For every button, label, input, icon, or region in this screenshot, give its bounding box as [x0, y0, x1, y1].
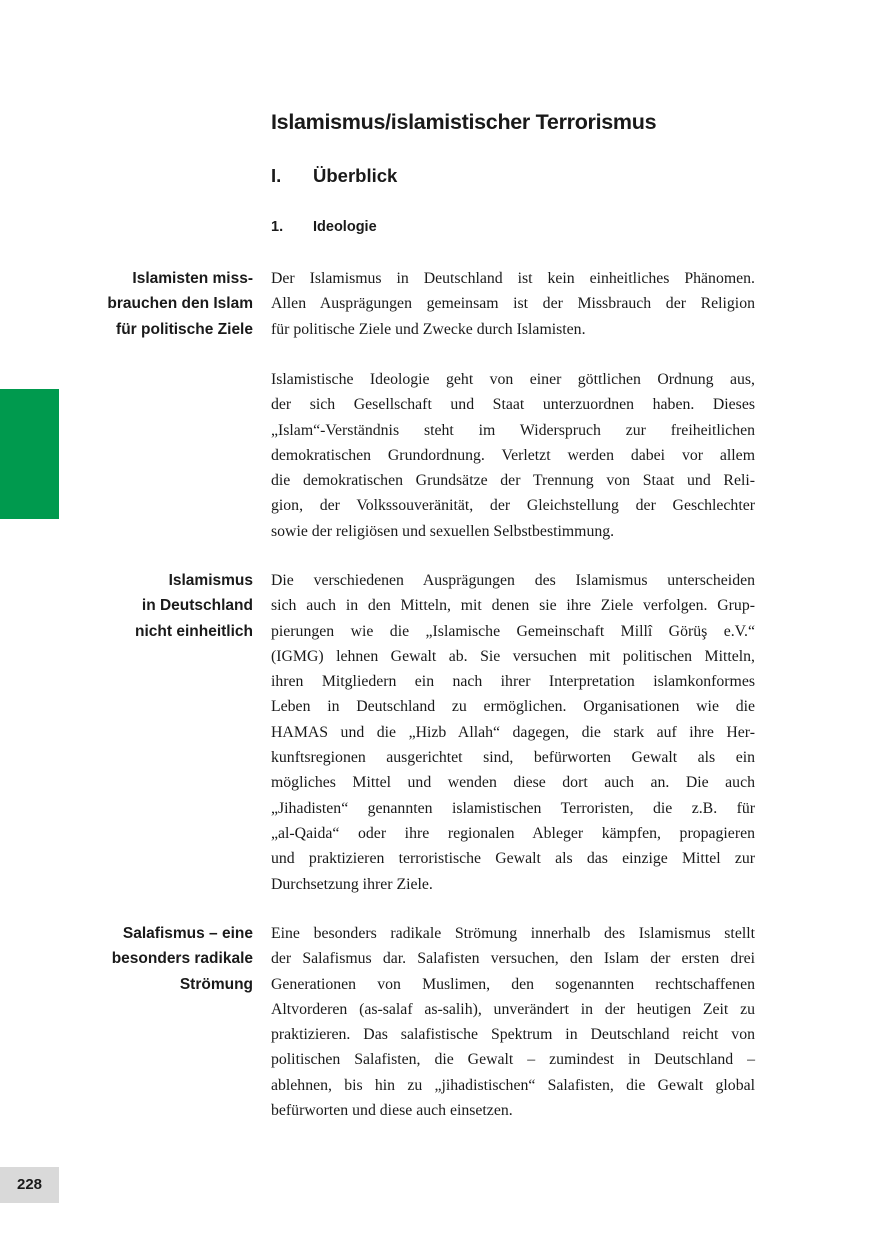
margin-note-line: brauchen den Islam: [107, 295, 253, 313]
text-line: Allen Ausprägungen gemeinsam ist der Missbrauch der Religion: [271, 295, 755, 313]
text-line: „Jihadisten“ genannten islamistischen Terroristen, die z.B. für: [271, 799, 755, 817]
text-line: und praktizieren terroristische Gewalt als das einzige Mittel zur: [271, 850, 755, 868]
page-number: 228: [0, 1167, 59, 1203]
text-line: der Salafismus dar. Salafisten versuchen, den Islam der ersten drei: [271, 950, 755, 968]
text-line: politischen Salafisten, die Gewalt – zumindest in Deutschland –: [271, 1051, 755, 1069]
subsection-heading: [271, 219, 377, 235]
text-line: „al-Qaida“ oder ihre regionalen Ableger kämpfen, propagieren: [271, 824, 755, 842]
margin-note-line: Islamismus: [168, 572, 253, 589]
text-line: ablehnen, bis hin zu „jihadistischen“ Salafisten, die Gewalt global: [271, 1076, 755, 1094]
margin-note-line: für politische Ziele: [116, 320, 253, 338]
text-line: Der Islamismus in Deutschland ist kein einheitliches Phänomen.: [271, 270, 755, 287]
text-line: die demokratischen Grundsätze der Trennung von Staat und Reli-: [271, 472, 755, 490]
text-line: Leben in Deutschland zu ermöglichen. Organisationen wie die: [271, 698, 755, 716]
text-line: Eine besonders radikale Strömung innerhalb des Islamismus stellt: [271, 925, 755, 942]
text-line: sowie der religiösen und sexuellen Selbstbestimmung.: [271, 522, 615, 540]
body-paragraph: [271, 568, 755, 897]
margin-note-line: Salafismus – eine: [122, 925, 253, 942]
text-line: Generationen von Muslimen, den sogenannten rechtschaffenen: [271, 975, 755, 993]
text-line: befürworten und diese auch einsetzen.: [271, 1102, 513, 1120]
section-title: Überblick: [313, 165, 398, 186]
text-line: mögliches Mittel und wenden diese dort auch an. Die auch: [271, 774, 755, 792]
text-line: Islamistische Ideologie geht von einer göttlichen Ordnung aus,: [271, 371, 755, 388]
body-paragraph: [271, 367, 755, 544]
text-line: pierungen wie die „Islamische Gemeinschaft Millî Görüş e.V.“: [271, 622, 755, 640]
text-line: sich auch in den Mitteln, mit denen sie ihre Ziele verfolgen. Grup-: [271, 597, 755, 615]
text-line: der sich Gesellschaft und Staat unterzuordnen haben. Dieses: [271, 396, 755, 414]
margin-note-line: besonders radikale: [111, 950, 253, 968]
text-line: ihren Mitgliedern ein nach ihrer Interpretation islamkonformes: [271, 673, 755, 691]
chapter-title: Islamismus/islamistischer Terrorismus: [271, 110, 657, 134]
text-line: gion, der Volkssouveränität, der Gleichstellung der Geschlechter: [271, 497, 755, 515]
text-line: HAMAS und die „Hizb Allah“ dagegen, die stark auf ihre Her-: [271, 723, 755, 741]
text-line: Die verschiedenen Ausprägungen des Islamismus unterscheiden: [271, 572, 755, 589]
subsection-title: Ideologie: [313, 219, 377, 235]
body-paragraph: [271, 266, 755, 342]
text-line: kunftsregionen ausgerichtet sind, befürworten Gewalt als ein: [271, 749, 755, 767]
margin-note-line: Strömung: [179, 975, 253, 993]
text-line: praktizieren. Das salafistische Spektrum in Deutschland reicht von: [271, 1026, 755, 1044]
text-line: (IGMG) lehnen Gewalt ab. Sie versuchen mit politischen Mitteln,: [271, 647, 755, 665]
section-number: I.: [271, 165, 282, 186]
text-line: Durchsetzung ihrer Ziele.: [271, 875, 433, 893]
body-paragraph: [271, 921, 755, 1123]
margin-note: [83, 921, 253, 997]
margin-note-line: nicht einheitlich: [135, 622, 253, 640]
text-line: für politische Ziele und Zwecke durch Islamisten.: [271, 320, 586, 338]
text-line: Altvorderen (as-salaf as-salih), unverändert in der heutigen Zeit zu: [271, 1000, 755, 1018]
subsection-number: 1.: [271, 219, 284, 235]
text-line: „Islam“-Verständnis steht im Widerspruch zur freiheitlichen: [271, 421, 755, 439]
margin-note: [83, 266, 253, 342]
chapter-color-tab: [0, 389, 59, 519]
margin-note-line: in Deutschland: [141, 597, 253, 615]
section-heading: [271, 165, 397, 187]
margin-note-line: Islamisten miss-: [132, 270, 253, 287]
margin-note: [83, 568, 253, 644]
text-line: demokratischen Grundordnung. Verletzt werden dabei vor allem: [271, 446, 755, 464]
